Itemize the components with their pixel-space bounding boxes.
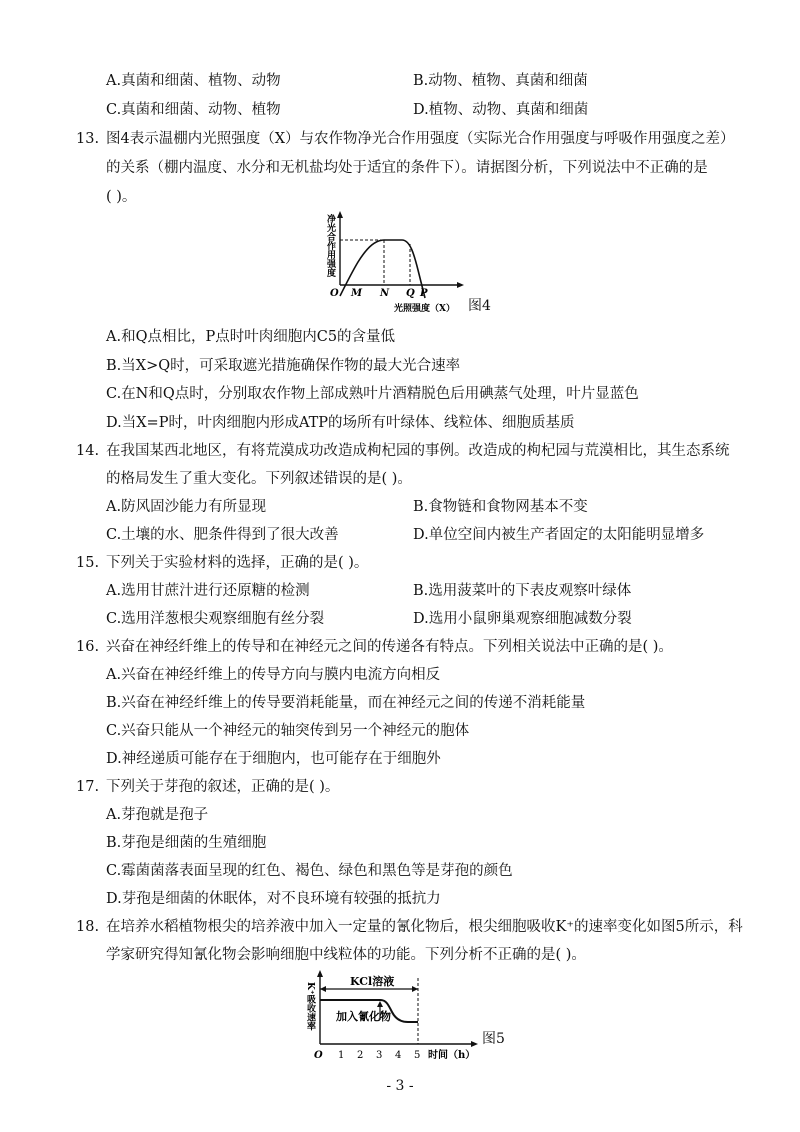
q12-option-c: C.真菌和细菌、动物、植物 [106,102,281,118]
q15-stem-line-1: 下列关于实验材料的选择，正确的是( )。 [106,555,369,571]
fig4-y-arrow [337,211,343,218]
q12-option-a: A.真菌和细菌、植物、动物 [106,73,281,89]
q15-option-c: C.选用洋葱根尖观察细胞有丝分裂 [106,611,325,627]
fig5-ylabel: K⁺吸收速率 [305,982,315,1031]
q13-number: 13. [76,131,100,147]
q17-option-c: C.霉菌菌落表面呈现的红色、褐色、绿色和黑色等是芽孢的颜色 [106,863,513,879]
q14-option-d: D.单位空间内被生产者固定的太阳能明显增多 [413,527,705,543]
fig5-tick-3: 3 [376,1050,383,1061]
page-number: - 3 - [386,1078,414,1094]
q14-option-c: C.土壤的水、肥条件得到了很大改善 [106,527,339,543]
fig5-cyanide-arrow-head [377,1001,383,1007]
q17-option-b: B.芽孢是细菌的生殖细胞 [106,835,267,851]
figure-4-graph [318,210,468,318]
q14-stem-line-1: 在我国某西北地区，有将荒漠成功改造成枸杞园的事例。改造成的枸杞园与荒漠相比，其生态系统 [106,443,730,459]
q14-number: 14. [76,443,100,459]
q13-stem-line-2: 的关系（棚内温度、水分和无机盐均处于适宜的条件下）。请据图分析，下列说法中不正确的是 [106,160,708,176]
q15-option-a: A.选用甘蔗汁进行还原糖的检测 [106,583,310,599]
q12-option-d: D.植物、动物、真菌和细菌 [413,102,589,118]
fig4-origin-label: O [330,288,339,299]
q17-option-a: A.芽孢就是孢子 [106,807,209,823]
q18-number: 18. [76,919,100,935]
figure-5-graph [302,968,482,1064]
fig4-point-m: M [351,288,363,299]
fig5-kcl-label: KCl溶液 [350,975,395,988]
q16-stem-line-1: 兴奋在神经纤维上的传导和在神经元之间的传递各有特点。下列相关说法中正确的是( )。 [106,639,673,655]
q18-stem-line-1: 在培养水稻植物根尖的培养液中加入一定量的氰化物后，根尖细胞吸收K⁺的速率变化如图5所示，科 [106,919,743,935]
fig5-y-arrow [317,970,323,977]
q12-option-b: B.动物、植物、真菌和细菌 [413,73,588,89]
fig5-x-arrow [471,1041,478,1047]
fig4-ylabel: 净光合作用强度 [325,214,335,277]
q17-number: 17. [76,779,100,795]
q15-option-d: D.选用小鼠卵巢观察细胞减数分裂 [413,611,632,627]
fig4-point-p: P [420,288,428,299]
q16-option-b: B.兴奋在神经纤维上的传导要消耗能量，而在神经元之间的传递不消耗能量 [106,695,586,711]
q13-stem-line-1: 图4表示温棚内光照强度（X）与农作物净光合作用强度（实际光合作用强度与呼吸作用强度之差） [106,131,735,147]
q16-option-c: C.兴奋只能从一个神经元的轴突传到另一个神经元的胞体 [106,723,470,739]
q13-option-d: D.当X=P时，叶肉细胞内形成ATP的场所有叶绿体、线粒体、细胞质基质 [106,415,575,431]
fig5-tick-4: 4 [395,1050,402,1061]
q16-option-a: A.兴奋在神经纤维上的传导方向与膜内电流方向相反 [106,667,441,683]
fig4-point-q: Q [406,288,415,299]
q14-stem-line-2: 的格局发生了重大变化。下列叙述错误的是( )。 [106,471,412,487]
figure-4-label: 图4 [468,298,491,314]
q15-option-b: B.选用菠菜叶的下表皮观察叶绿体 [413,583,632,599]
q13-option-a: A.和Q点相比，P点时叶肉细胞内C5的含量低 [106,329,396,345]
q13-option-b: B.当X>Q时，可采取遮光措施确保作物的最大光合速率 [106,358,461,374]
fig5-tick-2: 2 [357,1050,364,1061]
fig4-x-arrow [457,282,464,288]
fig5-tick-5: 5 [414,1050,421,1061]
figure-5-label: 图5 [482,1031,505,1047]
q16-number: 16. [76,639,100,655]
q17-option-d: D.芽孢是细菌的休眠体，对不良环境有较强的抵抗力 [106,891,441,907]
q15-number: 15. [76,555,100,571]
fig5-xlabel: 时间（h） [428,1050,476,1061]
q18-stem-line-2: 学家研究得知氰化物会影响细胞中线粒体的功能。下列分析不正确的是( )。 [106,947,586,963]
fig5-tick-1: 1 [338,1050,345,1061]
fig5-kcl-bracket-left-arrow [320,986,326,992]
fig5-kcl-bracket-right-arrow [412,986,418,992]
q13-option-c: C.在N和Q点时，分别取农作物上部成熟叶片酒精脱色后用碘蒸气处理，叶片显蓝色 [106,386,639,402]
fig4-point-n: N [380,288,390,299]
q13-stem-line-3: ( )。 [106,189,137,205]
q14-option-a: A.防风固沙能力有所显现 [106,499,267,515]
q14-option-b: B.食物链和食物网基本不变 [413,499,588,515]
fig5-cyanide-label: 加入氰化物 [336,1010,391,1023]
q17-stem-line-1: 下列关于芽孢的叙述，正确的是( )。 [106,779,340,795]
q16-option-d: D.神经递质可能存在于细胞内，也可能存在于细胞外 [106,751,441,767]
fig4-xlabel: 光照强度（X） [394,304,455,314]
fig5-origin-label: O [314,1050,323,1061]
